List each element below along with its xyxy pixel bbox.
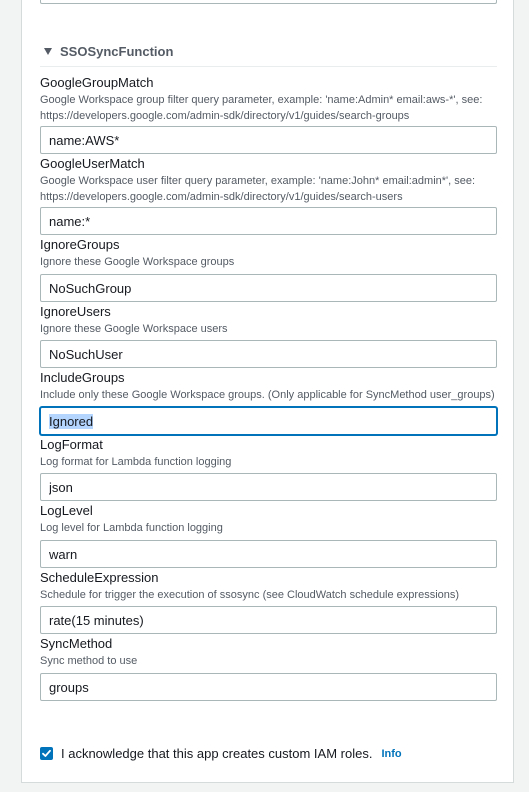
logformat-input[interactable] bbox=[40, 473, 497, 501]
syncmethod-input[interactable] bbox=[40, 673, 497, 701]
field-ignoregroups bbox=[40, 237, 497, 270]
field-label: GoogleGroupMatch bbox=[40, 75, 154, 90]
field-description: Log level for Lambda function logging bbox=[40, 522, 223, 534]
acknowledge-checkbox[interactable] bbox=[40, 747, 53, 760]
field-label: IgnoreUsers bbox=[40, 304, 111, 319]
section-divider bbox=[40, 66, 497, 67]
info-link[interactable]: Info bbox=[381, 747, 402, 760]
field-label: SyncMethod bbox=[40, 636, 113, 651]
ignoregroups-input[interactable] bbox=[40, 274, 497, 302]
field-label: IgnoreGroups bbox=[40, 237, 120, 252]
acknowledge-text: I acknowledge that this app creates custom IAM roles. bbox=[61, 746, 373, 761]
field-label: IncludeGroups bbox=[40, 370, 125, 385]
field-description: Sync method to use bbox=[40, 655, 138, 667]
field-description: Google Workspace user filter query parameter, example: 'name:John* email:admin*', see: https://developers.google.com/admin-sdk/directory/v1/guides/search-users bbox=[40, 175, 476, 203]
scheduleexpression-input[interactable] bbox=[40, 606, 497, 634]
field-description: Log format for Lambda function logging bbox=[40, 456, 232, 468]
field-logformat bbox=[40, 437, 497, 470]
includegroups-input[interactable] bbox=[40, 407, 497, 435]
field-loglevel bbox=[40, 503, 497, 536]
field-label: LogFormat bbox=[40, 437, 103, 452]
field-includegroups bbox=[40, 370, 497, 403]
acknowledge-row bbox=[40, 746, 402, 761]
checkmark-icon bbox=[42, 749, 51, 758]
googleusermatch-input[interactable] bbox=[40, 207, 497, 235]
field-description: Ignore these Google Workspace groups bbox=[40, 256, 235, 268]
field-description: Schedule for trigger the execution of ssosync (see CloudWatch schedule expressions) bbox=[40, 589, 460, 601]
previous-field-input[interactable] bbox=[40, 0, 497, 4]
selected-input-text: Ignored bbox=[49, 413, 94, 429]
caret-down-icon bbox=[44, 48, 52, 55]
section-header-ssosyncfunction[interactable] bbox=[44, 44, 173, 59]
field-googlegroupmatch bbox=[40, 75, 497, 124]
field-ignoreusers bbox=[40, 304, 497, 337]
field-label: GoogleUserMatch bbox=[40, 156, 145, 171]
field-description: Google Workspace group filter query parameter, example: 'name:Admin* email:aws-*', see: https://developers.google.com/admin-sdk/directory/v1/guides/search-groups bbox=[40, 94, 483, 122]
field-label: ScheduleExpression bbox=[40, 570, 159, 585]
field-description: Include only these Google Workspace groups. (Only applicable for SyncMethod user_groups) bbox=[40, 389, 495, 401]
field-googleusermatch bbox=[40, 156, 497, 205]
field-description: Ignore these Google Workspace users bbox=[40, 323, 228, 335]
section-title: SSOSyncFunction bbox=[60, 44, 174, 59]
ignoreusers-input[interactable] bbox=[40, 340, 497, 368]
parameters-panel bbox=[21, 0, 514, 783]
googlegroupmatch-input[interactable] bbox=[40, 126, 497, 154]
field-syncmethod bbox=[40, 636, 497, 669]
field-scheduleexpression bbox=[40, 570, 497, 603]
loglevel-input[interactable] bbox=[40, 540, 497, 568]
field-label: LogLevel bbox=[40, 503, 93, 518]
